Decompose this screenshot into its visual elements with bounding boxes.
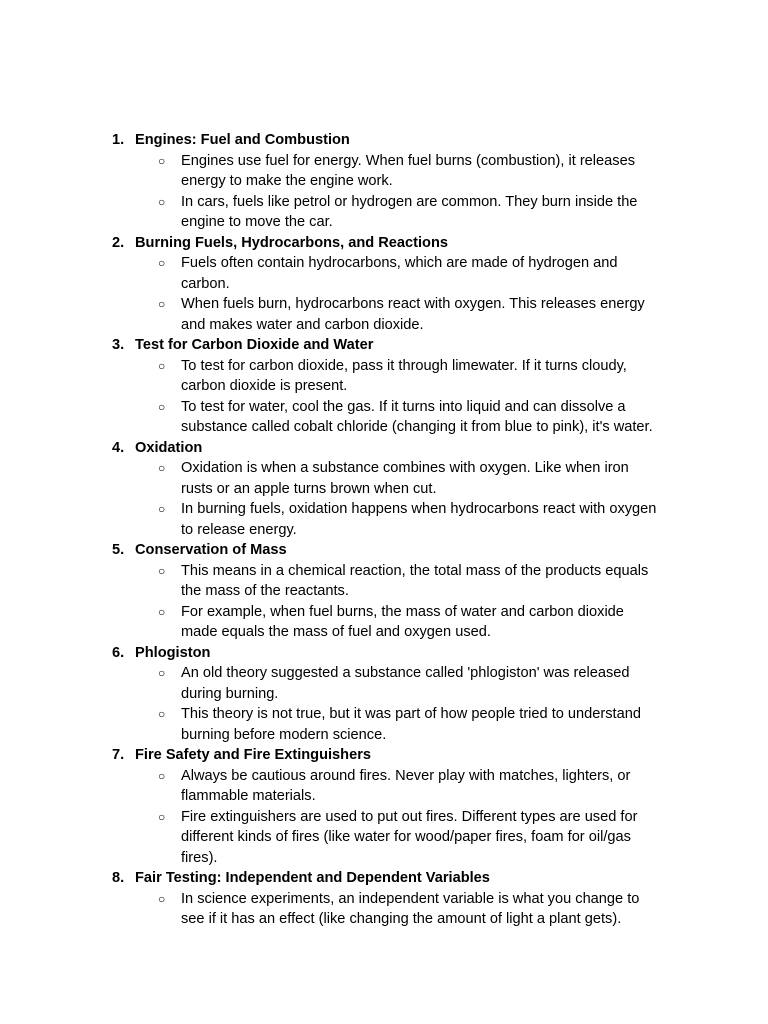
section-1 (0, 130, 768, 233)
list-item (0, 253, 768, 294)
list-item (0, 561, 768, 602)
section-4 (0, 438, 768, 541)
hollow-bullet-icon: ○ (158, 256, 166, 270)
section-heading (0, 540, 768, 561)
list-item (0, 294, 768, 335)
section-heading (0, 868, 768, 889)
hollow-bullet-icon: ○ (158, 502, 166, 516)
list-item-text: Fire extinguishers are used to put out fires. Different types are used for different kinds of fires (like water for wood/paper fires, foam for oil/gas fires). (181, 808, 638, 866)
section-number: 7. (112, 747, 125, 763)
hollow-bullet-icon: ○ (158, 563, 166, 578)
section-heading (0, 233, 768, 254)
list-item (0, 807, 768, 869)
list-item-text: To test for water, cool the gas. If it turns into liquid and can dissolve a substance called cobalt chloride (changing it from blue to pink), it's water. (181, 398, 653, 435)
list-item (0, 397, 768, 438)
hollow-bullet-icon: ○ (158, 891, 166, 906)
hollow-bullet-icon: ○ (158, 604, 166, 619)
hollow-bullet-icon: ○ (158, 461, 166, 475)
hollow-bullet-icon: ○ (158, 153, 166, 168)
hollow-bullet-icon: ○ (158, 768, 166, 783)
list-item-text: In cars, fuels like petrol or hydrogen are common. They burn inside the engine to move the car. (181, 193, 638, 230)
section-2 (0, 233, 768, 336)
section-title: Test for Carbon Dioxide and Water (135, 337, 374, 353)
hollow-bullet-icon: ○ (158, 358, 166, 373)
list-item (0, 356, 768, 397)
list-item-text: An old theory suggested a substance called 'phlogiston' was released during burning. (181, 665, 630, 702)
list-item (0, 766, 768, 807)
list-item-text: Always be cautious around fires. Never play with matches, lighters, or flammable materials. (181, 767, 631, 804)
list-item-text: Engines use fuel for energy. When fuel burns (combustion), it releases energy to make the engine work. (181, 152, 635, 189)
section-5 (0, 540, 768, 643)
section-title: Fair Testing: Independent and Dependent Variables (135, 870, 490, 886)
list-item-text: In science experiments, an independent variable is what you change to see if it has an effect (like changing the amount of light a plant gets). (181, 890, 640, 927)
section-number: 4. (112, 439, 125, 456)
section-heading (0, 438, 768, 459)
hollow-bullet-icon: ○ (158, 399, 166, 414)
list-item (0, 151, 768, 192)
hollow-bullet-icon: ○ (158, 194, 166, 209)
section-number: 5. (112, 542, 125, 558)
list-item-text: This theory is not true, but it was part of how people tried to understand burning before modern science. (181, 706, 641, 743)
list-item-text: In burning fuels, oxidation happens when hydrocarbons react with oxygen to release energy. (181, 501, 657, 538)
hollow-bullet-icon: ○ (158, 666, 166, 680)
section-number: 8. (112, 870, 125, 886)
hollow-bullet-icon: ○ (158, 809, 166, 824)
section-heading (0, 130, 768, 151)
list-item-text: This means in a chemical reaction, the total mass of the products equals the mass of the reactants. (181, 562, 649, 599)
list-item (0, 192, 768, 233)
list-item (0, 602, 768, 643)
list-item-text: To test for carbon dioxide, pass it through limewater. If it turns cloudy, carbon dioxide is present. (181, 357, 627, 394)
section-heading (0, 643, 768, 664)
list-item-text: For example, when fuel burns, the mass of water and carbon dioxide made equals the mass of fuel and oxygen used. (181, 603, 624, 640)
section-title: Engines: Fuel and Combustion (135, 132, 350, 148)
list-item-text: Oxidation is when a substance combines with oxygen. Like when iron rusts or an apple turns brown when cut. (181, 460, 629, 497)
section-number: 3. (112, 337, 125, 353)
section-title: Oxidation (135, 439, 203, 456)
list-item-text: Fuels often contain hydrocarbons, which are made of hydrogen and carbon. (181, 255, 618, 292)
hollow-bullet-icon: ○ (158, 707, 166, 721)
list-item (0, 889, 768, 930)
hollow-bullet-icon: ○ (158, 297, 166, 311)
list-item-text: When fuels burn, hydrocarbons react with oxygen. This releases energy and makes water and carbon dioxide. (181, 296, 645, 333)
section-8 (0, 868, 768, 930)
section-title: Fire Safety and Fire Extinguishers (135, 747, 372, 763)
list-item (0, 704, 768, 745)
list-item (0, 499, 768, 540)
section-3 (0, 335, 768, 438)
section-7 (0, 745, 768, 868)
section-title: Phlogiston (135, 644, 211, 661)
list-item (0, 458, 768, 499)
section-number: 1. (112, 132, 125, 148)
section-heading (0, 335, 768, 356)
list-item (0, 663, 768, 704)
section-number: 2. (112, 234, 125, 251)
section-heading (0, 745, 768, 766)
section-number: 6. (112, 644, 125, 661)
section-title: Burning Fuels, Hydrocarbons, and Reactions (135, 234, 449, 251)
section-title: Conservation of Mass (135, 542, 287, 558)
section-6 (0, 643, 768, 746)
document-body (0, 130, 768, 930)
